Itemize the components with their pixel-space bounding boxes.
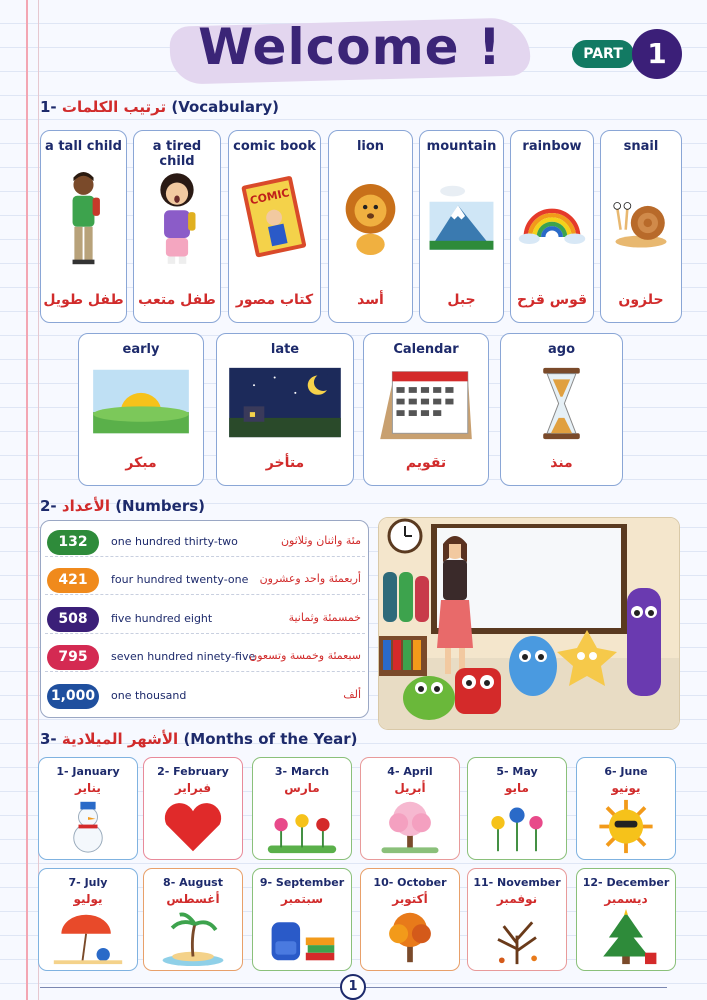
vocabulary-heading — [40, 98, 279, 116]
vocab-card-late — [216, 333, 354, 486]
vocab-card-mountain — [419, 130, 504, 323]
vocab-word-english: lion — [356, 139, 385, 154]
vocab-word-arabic: كتاب مصور — [235, 292, 314, 308]
month-name-arabic: أبريل — [394, 781, 426, 795]
month-card-december — [576, 868, 676, 971]
section-number: 2- — [40, 497, 57, 515]
sunrise-icon — [85, 364, 197, 441]
month-card-september — [252, 868, 352, 971]
tired-child-icon — [140, 161, 214, 278]
number-row — [45, 642, 365, 672]
heart-icon — [154, 798, 232, 855]
month-card-april — [360, 757, 460, 860]
number-badge: 1,000 — [47, 684, 99, 709]
month-name-english: 4- April — [387, 765, 433, 778]
vocab-card-comic-book — [228, 130, 321, 323]
mountain-icon — [426, 161, 497, 278]
month-name-arabic: ديسمبر — [604, 892, 648, 906]
vocab-card-lion — [328, 130, 413, 323]
section-title-english: (Numbers) — [115, 497, 206, 515]
vocab-card-ago — [500, 333, 623, 486]
beach-umbrella-icon — [49, 909, 127, 966]
vocab-word-arabic: جبل — [447, 292, 476, 308]
month-name-english: 1- January — [56, 765, 120, 778]
page-title: Welcome ! — [198, 18, 502, 76]
section-title-english: (Vocabulary) — [171, 98, 280, 116]
month-name-english: 7- July — [68, 876, 108, 889]
vocab-word-arabic: طفل متعب — [138, 292, 216, 308]
snail-icon — [607, 161, 675, 278]
hourglass-icon — [507, 364, 616, 441]
blossom-tree-icon — [371, 798, 449, 855]
month-card-february — [143, 757, 243, 860]
month-name-english: 6- June — [604, 765, 648, 778]
calendar-icon — [370, 364, 482, 441]
months-heading — [40, 730, 358, 748]
number-arabic: أربعمئة واحد وعشرون — [259, 572, 361, 585]
vocab-card-tired-child — [133, 130, 221, 323]
palm-island-icon — [154, 909, 232, 966]
month-card-august — [143, 868, 243, 971]
section-number: 3- — [40, 730, 57, 748]
number-arabic: خمسمئة وثمانية — [288, 611, 361, 624]
flowers-icon — [263, 798, 341, 855]
number-english: one hundred thirty-two — [111, 535, 238, 548]
month-name-english: 11- November — [473, 876, 561, 889]
month-name-english: 12- December — [582, 876, 670, 889]
month-name-arabic: يناير — [75, 781, 101, 795]
number-row — [45, 565, 365, 595]
number-badge: 508 — [47, 607, 99, 632]
school-bag-books-icon — [263, 909, 341, 966]
vocab-word-english: ago — [547, 342, 575, 357]
section-title-arabic: ترتيب الكلمات — [61, 98, 167, 116]
autumn-tree-icon — [371, 909, 449, 966]
vocab-card-early — [78, 333, 204, 486]
rainbow-icon — [517, 161, 587, 278]
number-row — [45, 604, 365, 634]
month-name-arabic: مايو — [505, 781, 529, 795]
vocab-word-arabic: منذ — [550, 455, 573, 471]
sun-icon — [587, 798, 665, 855]
number-badge: 795 — [47, 645, 99, 670]
month-name-arabic: فبراير — [174, 781, 212, 795]
number-row — [45, 681, 365, 711]
number-arabic: سبعمئة وخمسة وتسعون — [249, 649, 361, 662]
number-badge: 132 — [47, 530, 99, 555]
month-name-english: 2- February — [157, 765, 229, 778]
vocab-word-arabic: مبكر — [125, 455, 157, 471]
month-card-june — [576, 757, 676, 860]
month-name-arabic: أغسطس — [166, 892, 220, 906]
vocab-card-tall-child — [40, 130, 127, 323]
classroom-illustration — [378, 517, 680, 730]
month-name-arabic: يونيو — [611, 781, 641, 795]
number-english: four hundred twenty-one — [111, 573, 249, 586]
vocab-word-english: comic book — [233, 139, 316, 154]
month-name-english: 10- October — [373, 876, 447, 889]
number-english: one thousand — [111, 689, 187, 702]
tall-child-icon — [47, 161, 120, 278]
section-title-arabic: الأشهر الميلادية — [61, 730, 179, 748]
vocab-word-english: rainbow — [522, 139, 582, 154]
month-name-arabic: سبتمبر — [280, 892, 323, 906]
section-title-arabic: الأعداد — [61, 497, 110, 515]
vocab-word-arabic: حلزون — [618, 292, 664, 308]
month-name-arabic: نوفمبر — [496, 892, 538, 906]
vocab-word-arabic: متأخر — [265, 455, 305, 471]
page-number: 1 — [340, 974, 366, 1000]
vocab-card-snail — [600, 130, 682, 323]
flowers-icon — [478, 798, 556, 855]
vocab-card-calendar — [363, 333, 489, 486]
vocab-card-rainbow — [510, 130, 594, 323]
part-number: 1 — [632, 29, 682, 79]
month-name-english: 9- September — [259, 876, 345, 889]
number-badge: 421 — [47, 568, 99, 593]
month-name-arabic: أكتوبر — [392, 892, 428, 906]
comic-book-icon — [235, 161, 314, 278]
snowman-icon — [49, 798, 127, 855]
month-name-english: 8- August — [163, 876, 223, 889]
number-english: seven hundred ninety-five — [111, 650, 256, 663]
vocab-word-english: late — [270, 342, 300, 357]
month-card-may — [467, 757, 567, 860]
numbers-list — [40, 520, 369, 718]
lion-icon — [335, 161, 406, 278]
month-name-english: 3- March — [274, 765, 330, 778]
vocab-word-english: Calendar — [393, 342, 459, 357]
title-banner — [170, 14, 530, 84]
vocab-word-english: a tall child — [45, 139, 122, 154]
vocab-word-english: a tired child — [152, 139, 202, 169]
vocab-word-arabic: تقويم — [405, 455, 447, 471]
vocab-word-english: mountain — [426, 139, 497, 154]
bare-tree-icon — [478, 909, 556, 966]
month-card-march — [252, 757, 352, 860]
month-name-english: 5- May — [496, 765, 538, 778]
vocab-word-arabic: طفل طويل — [43, 292, 124, 308]
number-english: five hundred eight — [111, 612, 213, 625]
numbers-heading — [40, 497, 205, 515]
vocab-word-arabic: أسد — [357, 292, 384, 308]
number-row — [45, 527, 365, 557]
month-card-october — [360, 868, 460, 971]
number-arabic: مئة واثنان وثلاثون — [280, 534, 361, 547]
month-card-november — [467, 868, 567, 971]
month-name-arabic: مارس — [284, 781, 320, 795]
number-arabic: ألف — [343, 688, 361, 701]
part-label: PART — [572, 40, 634, 68]
margin-line — [26, 0, 28, 1000]
christmas-tree-icon — [587, 909, 665, 966]
month-card-january — [38, 757, 138, 860]
vocab-word-arabic: قوس قزح — [516, 292, 588, 308]
month-name-arabic: يوليو — [73, 892, 103, 906]
night-moon-icon — [223, 364, 347, 441]
vocab-word-english: early — [122, 342, 160, 357]
comic-cover-text: COMIC — [248, 186, 291, 208]
section-title-english: (Months of the Year) — [183, 730, 358, 748]
vocab-word-english: snail — [623, 139, 659, 154]
month-card-july — [38, 868, 138, 971]
section-number: 1- — [40, 98, 57, 116]
